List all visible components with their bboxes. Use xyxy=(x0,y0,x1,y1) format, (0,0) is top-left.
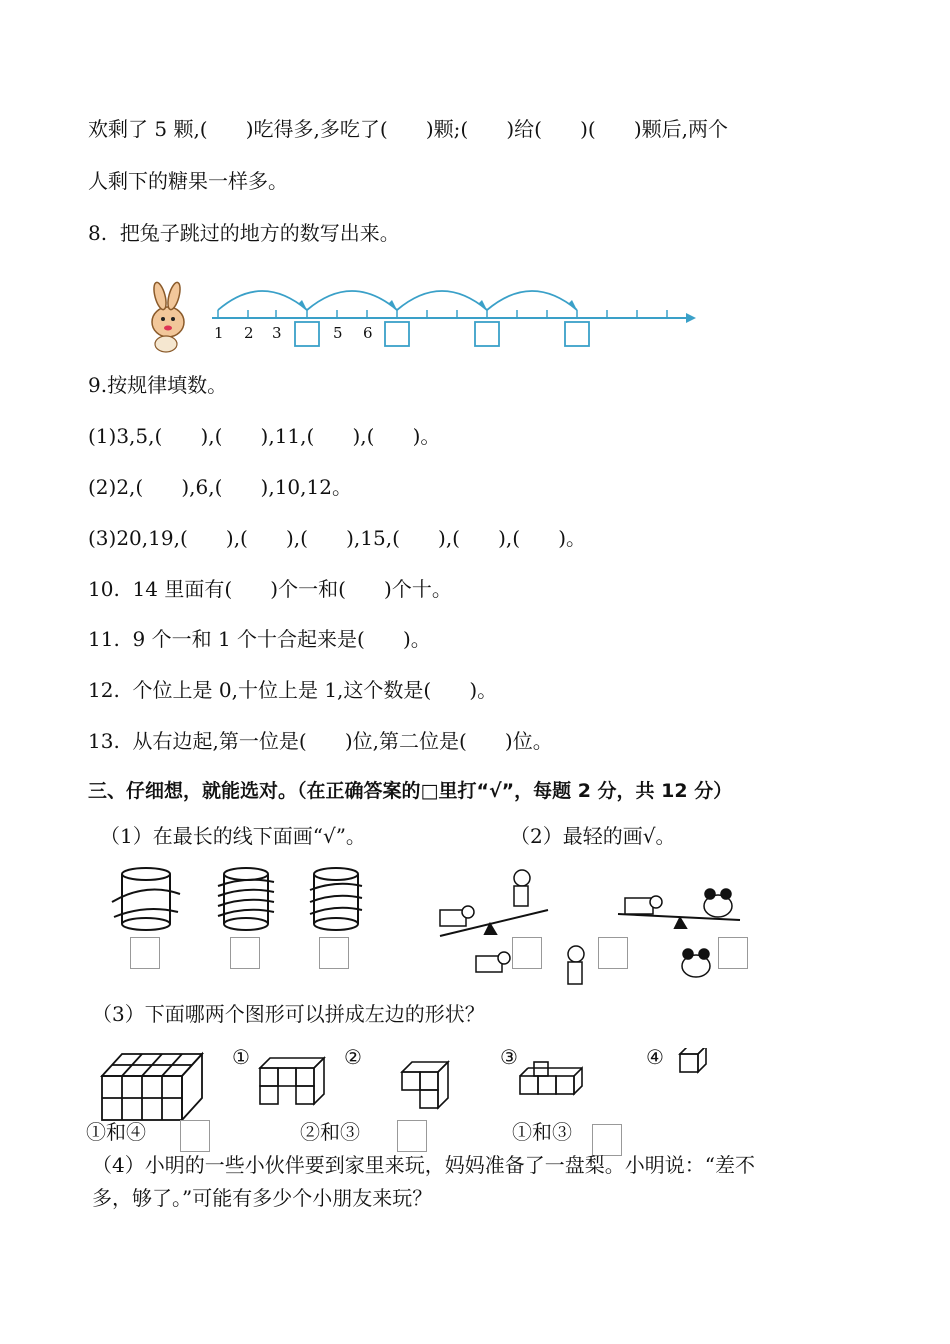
shape-marker-4: ④ xyxy=(646,1045,664,1069)
shape-marker-2: ② xyxy=(344,1045,362,1069)
rabbit-icon xyxy=(152,281,184,352)
question-10: 10. 14 里面有( )个一和( )个十。 xyxy=(88,577,452,601)
answer-box[interactable] xyxy=(385,322,409,346)
option-answer-box-1[interactable] xyxy=(180,1120,210,1152)
answer-box[interactable] xyxy=(475,322,499,346)
option-answer-box-2[interactable] xyxy=(397,1120,427,1152)
shape-3-icon xyxy=(520,1062,582,1094)
shape-2-icon xyxy=(402,1062,448,1108)
seesaw-answer-box-2[interactable] xyxy=(598,937,628,969)
option-label-3: ①和③ xyxy=(512,1120,572,1144)
question-13: 13. 从右边起,第一位是( )位,第二位是( )位。 xyxy=(88,729,553,753)
shape-marker-3: ③ xyxy=(500,1045,518,1069)
question-9: 9.按规律填数。 xyxy=(88,373,228,397)
shape-1-icon xyxy=(260,1058,324,1104)
section-3-title: 三、仔细想，就能选对。（在正确答案的□里打“√”，每题 2 分，共 12 分） xyxy=(88,780,733,802)
rabbit-number-line xyxy=(130,278,710,358)
shape-marker-1: ① xyxy=(232,1045,250,1069)
seesaw-answer-box-1[interactable] xyxy=(512,937,542,969)
answer-box[interactable] xyxy=(565,322,589,346)
coil-answer-box-1[interactable] xyxy=(130,937,160,969)
option-label-2: ②和③ xyxy=(300,1120,360,1144)
option-label-1: ①和④ xyxy=(86,1120,146,1144)
seesaw-answer-box-3[interactable] xyxy=(718,937,748,969)
answer-box[interactable] xyxy=(295,322,319,346)
q7-end-line: 人剩下的糖果一样多。 xyxy=(88,169,288,193)
monkey-icon xyxy=(568,946,584,984)
shape-4-icon xyxy=(680,1048,706,1072)
coil-answer-box-2[interactable] xyxy=(230,937,260,969)
sub-question-4-line-1: （4）小明的一些小伙伴要到家里来玩，妈妈准备了一盘梨。小明说：“差不 xyxy=(92,1153,755,1177)
large-block-icon xyxy=(102,1054,202,1120)
seesaw-figures xyxy=(430,862,760,992)
question-11: 11. 9 个一和 1 个十合起来是( )。 xyxy=(88,627,431,651)
panda-icon xyxy=(682,949,710,977)
tick-label: 6 xyxy=(363,324,373,342)
sub-question-2: （2）最轻的画√。 xyxy=(510,824,676,848)
question-12: 12. 个位上是 0,十位上是 1,这个数是( )。 xyxy=(88,678,498,702)
block-shapes xyxy=(98,1048,718,1123)
panda-icon xyxy=(704,889,732,917)
tick-label: 1 xyxy=(214,324,224,342)
cat-icon xyxy=(440,906,474,926)
sub-question-4-line-2: 多，够了。”可能有多少个小朋友来玩？ xyxy=(92,1186,433,1210)
tick-label: 3 xyxy=(272,324,282,342)
monkey-icon xyxy=(514,870,530,906)
cat-icon xyxy=(625,896,662,914)
question-9-2: (2)2,( ),6,( ),10,12。 xyxy=(88,475,352,499)
coil-answer-box-3[interactable] xyxy=(319,937,349,969)
q7-continuation-line: 欢剩了 5 颗,( )吃得多,多吃了( )颗;( )给( )( )颗后,两个 xyxy=(88,117,728,141)
question-9-3: (3)20,19,( ),( ),( ),15,( ),( ),( )。 xyxy=(88,526,587,550)
cat-icon xyxy=(476,952,510,972)
tick-label: 2 xyxy=(244,324,254,342)
tick-label: 5 xyxy=(333,324,343,342)
coil-figures xyxy=(108,862,378,942)
sub-question-1: （1）在最长的线下面画“√”。 xyxy=(100,824,366,848)
question-8: 8. 把兔子跳过的地方的数写出来。 xyxy=(88,221,400,245)
sub-question-3: （3）下面哪两个图形可以拼成左边的形状？ xyxy=(92,1002,485,1026)
question-9-1: (1)3,5,( ),( ),11,( ),( )。 xyxy=(88,424,441,448)
